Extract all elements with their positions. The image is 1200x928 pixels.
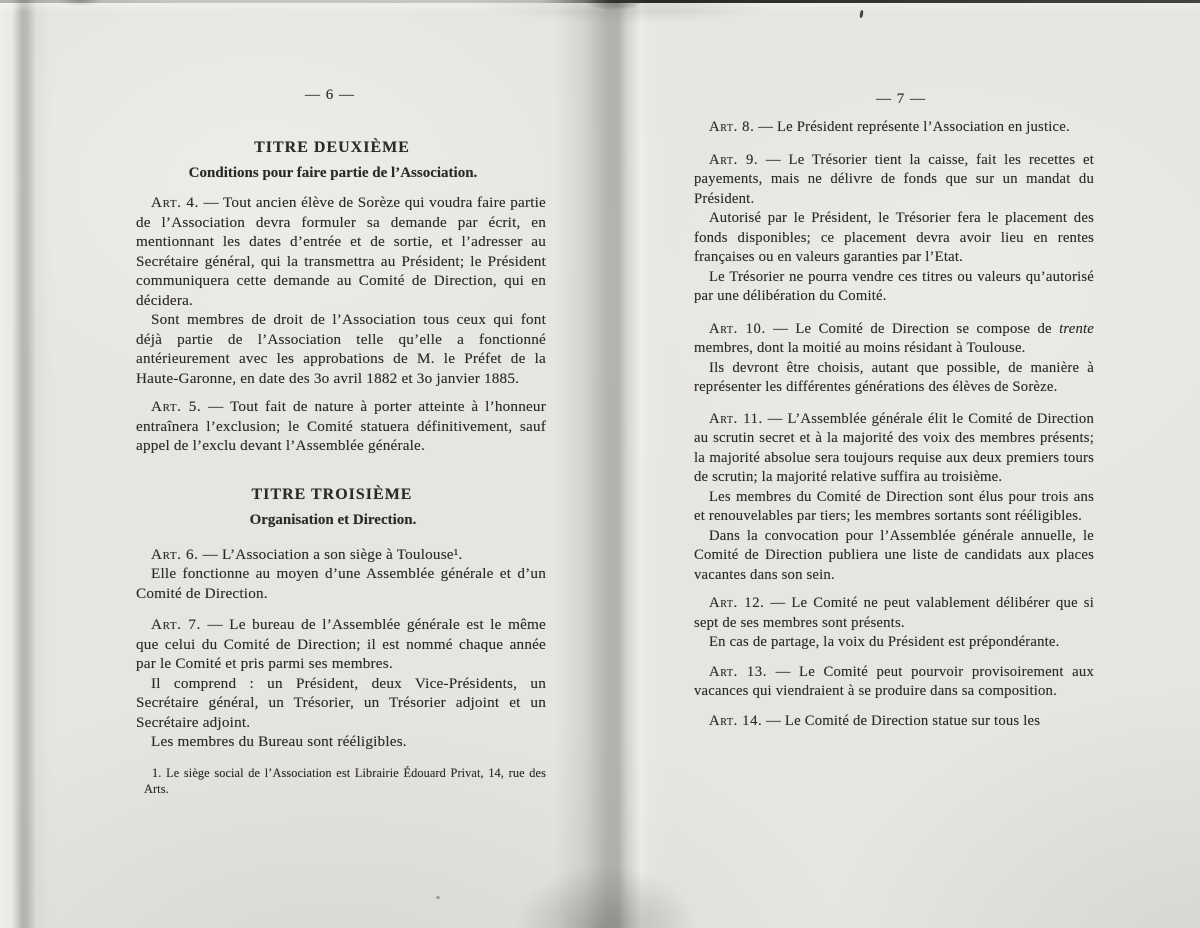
page-6 bbox=[136, 0, 546, 797]
article-14-text: — Le Comité de Direction statue sur tous les bbox=[766, 712, 1041, 729]
titre-troisieme-heading: TITRE TROISIÈME bbox=[251, 485, 413, 503]
titre-deuxieme-heading: TITRE DEUXIÈME bbox=[254, 139, 410, 156]
bureau-reeligibles-paragraph: Les membres du Bureau sont rééligibles. bbox=[151, 733, 407, 750]
article-10-text-after: membres, dont la moitié au moins résidant à Toulouse. bbox=[694, 340, 1026, 356]
article-4-text: — Tout ancien élève de Sorèze qui voudra faire partie de l’Association devra formuler sa demande par écrit, en mentionnant les dates d’entrée et de sortie, et l’adresser au Secrétaire général, qui la transmettra au Président; le Président communiquera cette demande au Comité de Direction, qui en décidera. bbox=[136, 194, 546, 309]
article-9-text: — Le Trésorier tient la caisse, fait les recettes et payements, mais ne délivre de fonds que sur un mandat du Président. bbox=[694, 151, 1094, 207]
tresorier-titres-paragraph: Le Trésorier ne pourra vendre ces titres ou valeurs qu’autorisé par une délibération du Comité. bbox=[694, 268, 1094, 304]
article-11-text: — L’Assemblée générale élit le Comité de Direction au scrutin secret et à la majorité des voix des membres présents; la majorité absolue sera toujours requise aux deux premiers tours de scrutin; la majorité relative suffira au troisième. bbox=[694, 410, 1094, 485]
article-7-label: Art. 7. bbox=[151, 616, 201, 633]
article-10-paragraph bbox=[694, 320, 1094, 359]
article-12-paragraph bbox=[694, 594, 1094, 633]
article-5-text: — Tout fait de nature à porter atteinte à l’honneur entraînera l’exclusion; le Comité statuera définitivement, sauf appel de l’exclu devant l’Assemblée générale. bbox=[136, 398, 546, 454]
article-14-label: Art. 14. bbox=[709, 712, 763, 729]
article-8-text: — Le Président représente l’Association en justice. bbox=[758, 119, 1070, 135]
article-10-text-before: — Le Comité de Direction se compose de bbox=[773, 320, 1060, 337]
article-7-text: — Le bureau de l’Assemblée générale est le même que celui du Comité de Direction; il est nommé chaque année par le Comité et pris parmi ses membres. bbox=[136, 616, 546, 672]
en-cas-partage-paragraph: En cas de partage, la voix du Président est prépondérante. bbox=[709, 634, 1060, 650]
article-13-text: — Le Comité peut pourvoir provisoirement aux vacances qui viendraient à se produire dans sa composition. bbox=[694, 663, 1094, 699]
article-4-label: Art. 4. bbox=[151, 194, 199, 211]
article-5-paragraph bbox=[136, 397, 546, 456]
page-7-number: — 7 — bbox=[876, 91, 926, 107]
convocation-paragraph: Dans la convocation pour l’Assemblée générale annuelle, le Comité de Direction publiera une liste de candidats aux places vacantes dans son sein. bbox=[694, 527, 1094, 583]
paper-speck bbox=[436, 896, 440, 899]
article-7-paragraph bbox=[136, 615, 546, 674]
membres-comite-paragraph: Les membres du Comité de Direction sont élus pour trois ans et renouvelables par tiers; les membres sortants sont rééligibles. bbox=[694, 488, 1094, 524]
article-11-paragraph bbox=[694, 410, 1094, 488]
article-12-text: — Le Comité ne peut valablement délibérer que si sept de ses membres sont présents. bbox=[694, 595, 1095, 631]
article-5-label: Art. 5. bbox=[151, 398, 202, 415]
article-6-paragraph bbox=[136, 545, 546, 565]
il-comprend-paragraph: Il comprend : un Président, deux Vice-Présidents, un Secrétaire général, un Trésorier, un Trésorier adjoint et un Secrétaire adjoint. bbox=[136, 674, 546, 731]
article-8-label: Art. 8. bbox=[709, 119, 755, 135]
article-6-text: — L’Association a son siège à Toulouse¹. bbox=[202, 545, 463, 563]
article-10-label: Art. 10. bbox=[709, 320, 766, 337]
article-4-paragraph bbox=[136, 193, 546, 310]
article-13-label: Art. 13. bbox=[709, 663, 767, 680]
elle-fonctionne-paragraph: Elle fonctionne au moyen d’une Assemblée générale et d’un Comité de Direction. bbox=[136, 565, 546, 602]
article-8-paragraph bbox=[694, 118, 1094, 138]
article-9-label: Art. 9. bbox=[709, 151, 759, 168]
article-6-label: Art. 6. bbox=[151, 545, 199, 563]
conditions-heading: Conditions pour faire partie de l’Association. bbox=[188, 165, 478, 181]
page-6-number: — 6 — bbox=[305, 87, 355, 103]
footnote-siege-social: 1. Le siège social de l’Association est Librairie Édouard Privat, 14, rue des Arts. bbox=[144, 765, 546, 796]
article-13-paragraph bbox=[694, 663, 1094, 702]
article-12-label: Art. 12. bbox=[709, 595, 765, 611]
organisation-heading: Organisation et Direction. bbox=[249, 511, 417, 528]
article-11-label: Art. 11. bbox=[709, 410, 763, 427]
ils-devront-paragraph: Ils devront être choisis, autant que possible, de manière à représenter les différentes générations des élèves de Sorèze. bbox=[694, 359, 1094, 395]
autorise-paragraph: Autorisé par le Président, le Trésorier fera le placement des fonds disponibles; ce placement devra avoir lieu en rentes françaises ou en valeurs garanties par l’Etat. bbox=[694, 210, 1094, 265]
article-14-paragraph bbox=[694, 712, 1094, 732]
page-7 bbox=[694, 0, 1094, 731]
article-10-emphasis: trente bbox=[1059, 320, 1095, 337]
article-9-paragraph bbox=[694, 151, 1094, 210]
membres-de-droit-paragraph: Sont membres de droit de l’Association tous ceux qui font déjà partie de l’Association telle qu’elle a fonctionné antérieurement avec les approbations de M. le Préfet de la Haute-Garonne, en date des 3o avril 1882 et 3o janvier 1885. bbox=[136, 311, 546, 387]
